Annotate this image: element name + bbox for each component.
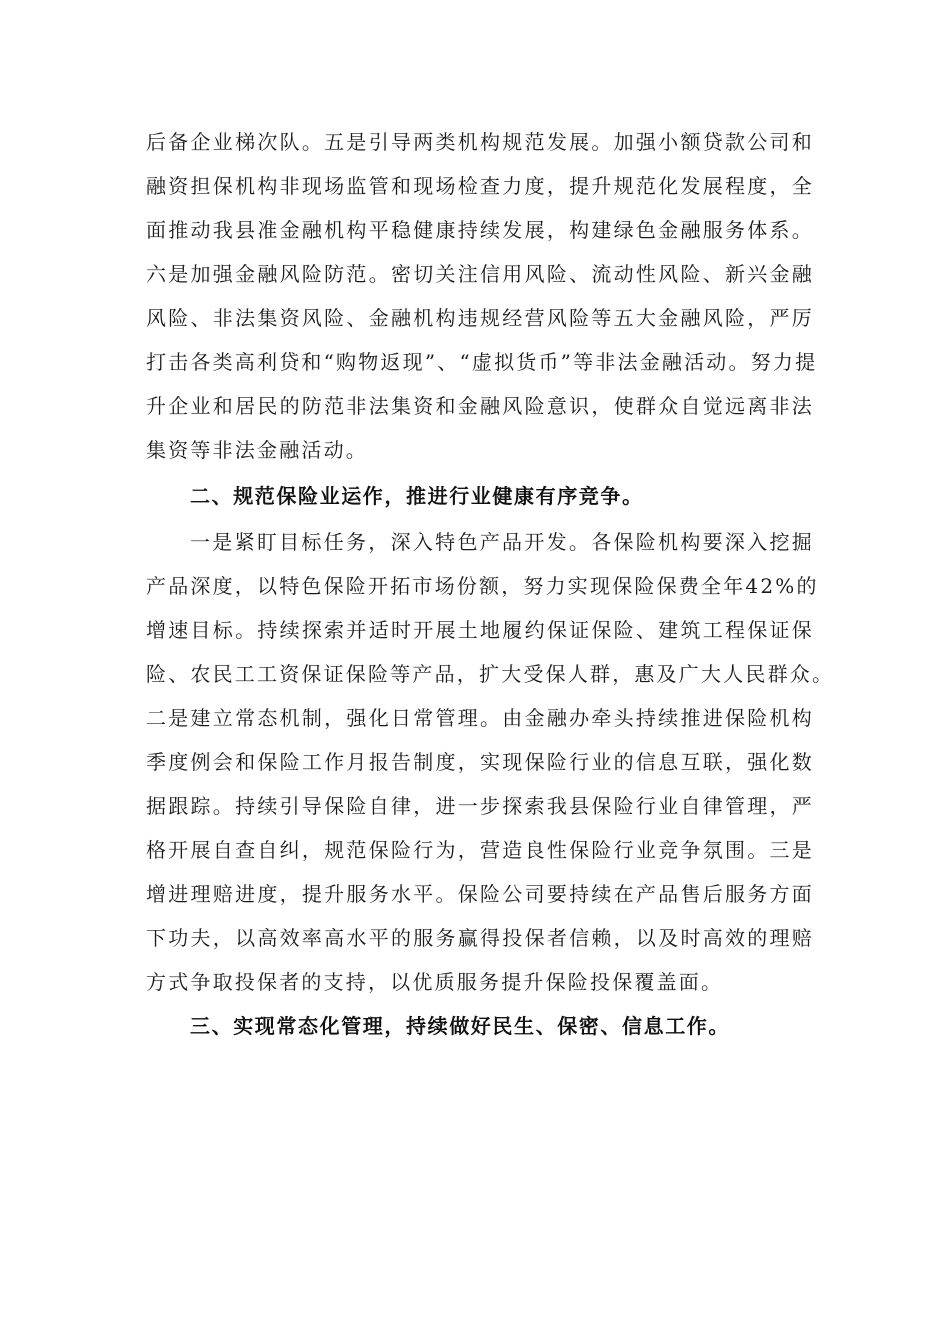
text-line: 六是加强金融风险防范。密切关注信用风险、流动性风险、新兴金融	[146, 262, 814, 286]
text-line: 打击各类高利贷和“购物返现”、“虚拟货币”等非法金融活动。努力提	[146, 350, 818, 374]
text-line: 融资担保机构非现场监管和现场检查力度，提升规范化发展程度，全	[146, 174, 814, 198]
text-line: 险、农民工工资保证保险等产品，扩大受保人群，惠及广大人民群众。	[146, 662, 835, 686]
section-heading-normalized-management: 三、实现常态化管理，持续做好民生、保密、信息工作。	[190, 1014, 730, 1038]
text-line: 集资等非法金融活动。	[146, 438, 368, 462]
text-line: 二是建立常态机制，强化日常管理。由金融办牵头持续推进保险机构	[146, 706, 814, 730]
text-line: 升企业和居民的防范非法集资和金融风险意识，使群众自觉远离非法	[146, 394, 814, 418]
text-line: 季度例会和保险工作月报告制度，实现保险行业的信息互联，强化数	[146, 750, 814, 774]
text-line: 一是紧盯目标任务，深入特色产品开发。各保险机构要深入挖掘	[190, 530, 814, 554]
text-line: 方式争取投保者的支持，以优质服务提升保险投保覆盖面。	[146, 970, 724, 994]
text-line: 后备企业梯次队。五是引导两类机构规范发展。加强小额贷款公司和	[146, 130, 814, 154]
paragraph-financial-institutions	[146, 120, 818, 472]
paragraph-insurance	[146, 520, 835, 1004]
text-line: 据跟踪。持续引导保险自律，进一步探索我县保险行业自律管理，严	[146, 794, 814, 818]
text-line: 风险、非法集资风险、金融机构违规经营风险等五大金融风险，严厉	[146, 306, 814, 330]
text-line: 增进理赔进度，提升服务水平。保险公司要持续在产品售后服务方面	[146, 882, 814, 906]
text-line: 格开展自查自纠，规范保险行为，营造良性保险行业竞争氛围。三是	[146, 838, 814, 862]
text-line: 产品深度，以特色保险开拓市场份额，努力实现保险保费全年42%的	[146, 574, 819, 598]
section-heading-insurance: 二、规范保险业运作，推进行业健康有序竞争。	[190, 484, 644, 508]
text-line: 增速目标。持续探索并适时开展土地履约保证保险、建筑工程保证保	[146, 618, 814, 642]
text-line: 面推动我县准金融机构平稳健康持续发展，构建绿色金融服务体系。	[146, 218, 814, 242]
text-line: 下功夫，以高效率高水平的服务赢得投保者信赖，以及时高效的理赔	[146, 926, 814, 950]
